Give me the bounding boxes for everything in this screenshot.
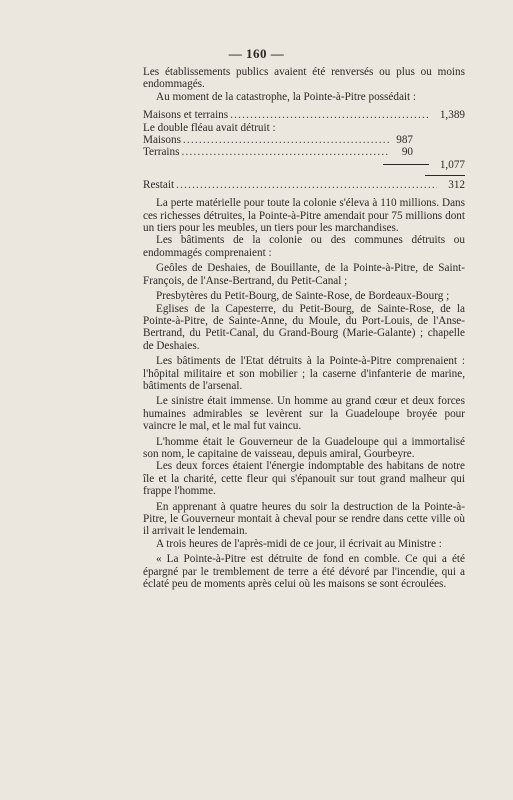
table-subtotal — [143, 159, 465, 171]
paragraph: Les établissements publics avaient été renversés ou plus ou moins endommagés. — [143, 66, 465, 91]
paragraph: Eglises de la Capesterre, du Petit-Bourg, de Sainte-Rose, de la Pointe-à-Pitre, de Sainte-Anne, du Moule, du Port-Louis, de l'Anse-Bertrand, du Petit-Canal, du Grand-Bourg (Marie-Galante) ; chapelle de Deshaies. — [143, 302, 465, 352]
table-label: Maisons — [143, 134, 181, 147]
table-row-restait — [143, 179, 465, 191]
paragraph: En apprenant à quatre heures du soir la destruction de la Pointe-à-Pitre, le Gouverneur montait à cheval pour se rendre dans cette ville où il arrivait le lendemain. — [143, 500, 465, 538]
paragraph: A trois heures de l'après-midi de ce jour, il écrivait au Ministre : — [156, 537, 442, 550]
paragraph: Les bâtiments de l'Etat détruits à la Pointe-à-Pitre comprenaient : l'hôpital militaire et son mobilier ; la caserne d'infanterie de marine, bâtiments de l'arsenal. — [143, 355, 465, 392]
paragraph: L'homme était le Gouverneur de la Guadeloupe qui a immortalisé son nom, le capitaine de vaisseau, depuis amiral, Gourbeyre. — [143, 435, 465, 460]
paragraph: Au moment de la catastrophe, la Pointe-à-Pitre possédait : — [156, 90, 417, 103]
paragraph: Presbytères du Petit-Bourg, de Sainte-Rose, de Bordeaux-Bourg ; — [156, 290, 450, 303]
page-number: — 160 — — [228, 46, 285, 61]
table-value: 1,077 — [439, 158, 465, 171]
page-body — [143, 66, 465, 590]
table-label: Restait — [143, 178, 175, 191]
sum-rule — [383, 164, 429, 165]
paragraph: Geôles de Deshaies, de Bouillante, de la Pointe-à-Pitre, de Saint-François, de l'Anse-Bertrand, du Petit-Canal ; — [143, 262, 465, 287]
paragraph: La perte matérielle pour toute la colonie s'éleva à 110 millions. Dans ces richesses détruites, la Pointe-à-Pitre amendait pour 75 millions dont un tiers pour les meubles, un tiers pour les marchandises. — [143, 197, 465, 235]
table-value: 90 — [401, 146, 413, 159]
dot-leader — [183, 134, 389, 146]
dot-leader — [176, 179, 437, 191]
table-label: Terrains — [143, 146, 180, 159]
table-value: 1,389 — [439, 109, 465, 122]
paragraph: Le sinistre était immense. Un homme au grand cœur et deux forces humaines admirables se levèrent sur la Guadeloupe broyée pour vaincre le mal, et le mal fut vaincu. — [143, 395, 465, 433]
table-value: 312 — [448, 178, 465, 191]
total-rule — [425, 175, 465, 176]
table-value: 987 — [396, 134, 413, 147]
dot-leader — [230, 109, 429, 121]
paragraph: Les bâtiments de la colonie ou des communes détruits ou endommagés comprenaient : — [143, 234, 465, 259]
paragraph: « La Pointe-à-Pitre est détruite de fond en comble. Ce qui a été épargné par le tremblement de terre a été dévoré par l'incendie, qui a éclaté peu de moments après celui où les maisons se sont écroulées. — [143, 553, 465, 591]
paragraph: Le double fléau avait détruit : — [143, 121, 276, 134]
dot-leader — [182, 146, 390, 158]
table-row-maisons — [143, 134, 413, 146]
table-label: Maisons et terrains — [143, 109, 229, 122]
table-row-terrains — [143, 146, 413, 158]
table-row-maisons-terrains — [143, 109, 465, 121]
paragraph: Les deux forces étaient l'énergie indomptable des habitans de notre île et la charité, cette fleur qui s'épanouit sur tout grand malheur qui frappe l'homme. — [143, 460, 465, 498]
